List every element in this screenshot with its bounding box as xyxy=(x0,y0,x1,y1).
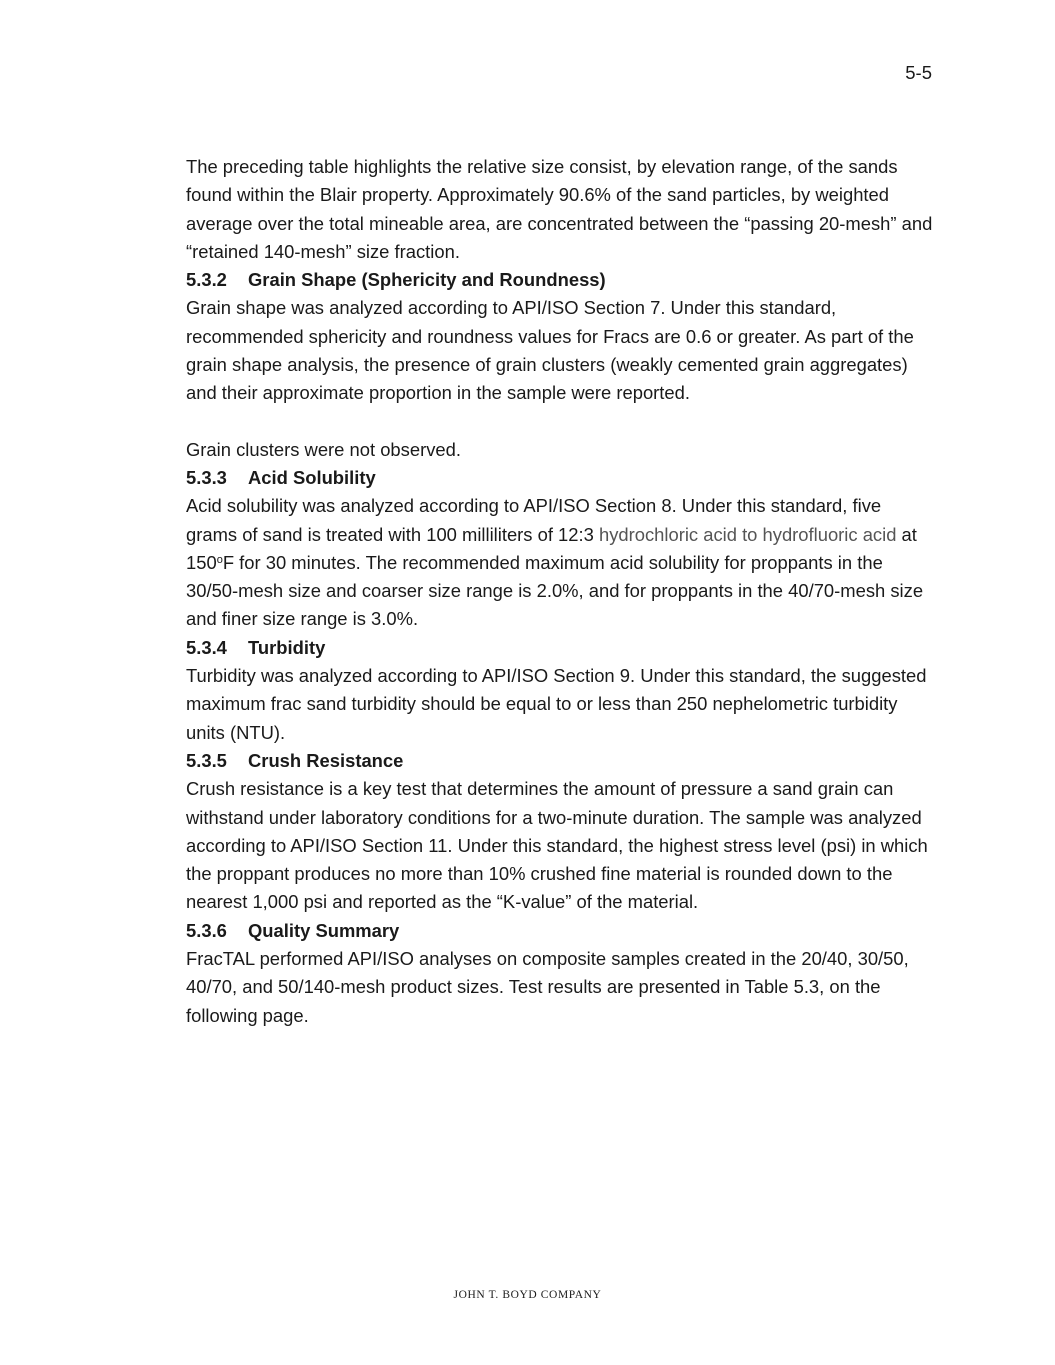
section-quality-summary xyxy=(186,917,936,1030)
section-title: Grain Shape (Sphericity and Roundness) xyxy=(248,269,606,291)
acid-text-grey: hydrochloric acid to hydrofluoric acid xyxy=(598,523,897,545)
section-note: Grain clusters were not observed. xyxy=(186,438,461,460)
section-crush-resistance xyxy=(186,747,936,917)
section-number: 5.3.6 xyxy=(186,919,227,941)
section-title: Acid Solubility xyxy=(248,466,376,488)
section-acid-solubility xyxy=(186,464,936,634)
section-title: Quality Summary xyxy=(248,919,400,941)
section-grain-shape xyxy=(186,266,936,464)
section-number: 5.3.2 xyxy=(186,269,227,291)
intro-paragraph: The preceding table highlights the relative size consist, by elevation range, of the sands found within the Blair property. Approximately 90.6% of the sand particles, by weighted average over the total mineable area, are concentrated between the “passing 20-mesh” and “retained 140-mesh” size fraction. xyxy=(186,156,933,262)
degree-superscript: o xyxy=(216,553,223,566)
section-heading xyxy=(186,747,936,775)
section-number: 5.3.5 xyxy=(186,749,227,771)
section-paragraph: Turbidity was analyzed according to API/ISO Section 9. Under this standard, the suggested maximum frac sand turbidity should be equal to or less than 250 nephelometric turbidity units (NTU). xyxy=(186,665,927,743)
document-body xyxy=(186,153,936,1030)
acid-text-part2: at 150 xyxy=(186,523,917,573)
section-paragraph: Crush resistance is a key test that determines the amount of pressure a sand grain can withstand under laboratory conditions for a two-minute duration. The sample was analyzed according to API/ISO Section 11. Under this standard, the highest stress level (psi) in which the proppant produces no more than 10% crushed fine material is rounded down to the nearest 1,000 psi and reported as the “K-value” of the material. xyxy=(186,778,928,913)
section-paragraph: FracTAL performed API/ISO analyses on composite samples created in the 20/40, 30/50, 40/70, and 50/140-mesh product sizes. Test results are presented in Table 5.3, on the following page. xyxy=(186,948,909,1026)
section-heading xyxy=(186,266,936,294)
section-number: 5.3.3 xyxy=(186,466,227,488)
section-title: Crush Resistance xyxy=(248,749,404,771)
acid-text-part1: Acid solubility was analyzed according to API/ISO Section 8. Under this standard, five grams of sand is treated with 100 milliliters of 12:3 xyxy=(186,495,882,545)
acid-text-part3: F for 30 minutes. The recommended maximum acid solubility for proppants in the 30/50-mesh size and coarser size range is 2.0%, and for proppants in the 40/70-mesh size and finer size range is 3.0%. xyxy=(186,551,924,630)
section-number: 5.3.4 xyxy=(186,636,227,658)
section-turbidity xyxy=(186,634,936,747)
section-heading xyxy=(186,634,936,662)
footer-company: JOHN T. BOYD COMPANY xyxy=(453,1289,602,1301)
section-heading xyxy=(186,917,936,945)
section-heading xyxy=(186,464,936,492)
section-paragraph xyxy=(186,492,936,633)
section-paragraph: Grain shape was analyzed according to API/ISO Section 7. Under this standard, recommended sphericity and roundness values for Fracs are 0.6 or greater. As part of the grain shape analysis, the presence of grain clusters (weakly cemented grain aggregates) and their approximate proportion in the sample were reported. xyxy=(186,297,914,404)
section-title: Turbidity xyxy=(248,636,326,658)
page-number: 5-5 xyxy=(905,62,932,83)
